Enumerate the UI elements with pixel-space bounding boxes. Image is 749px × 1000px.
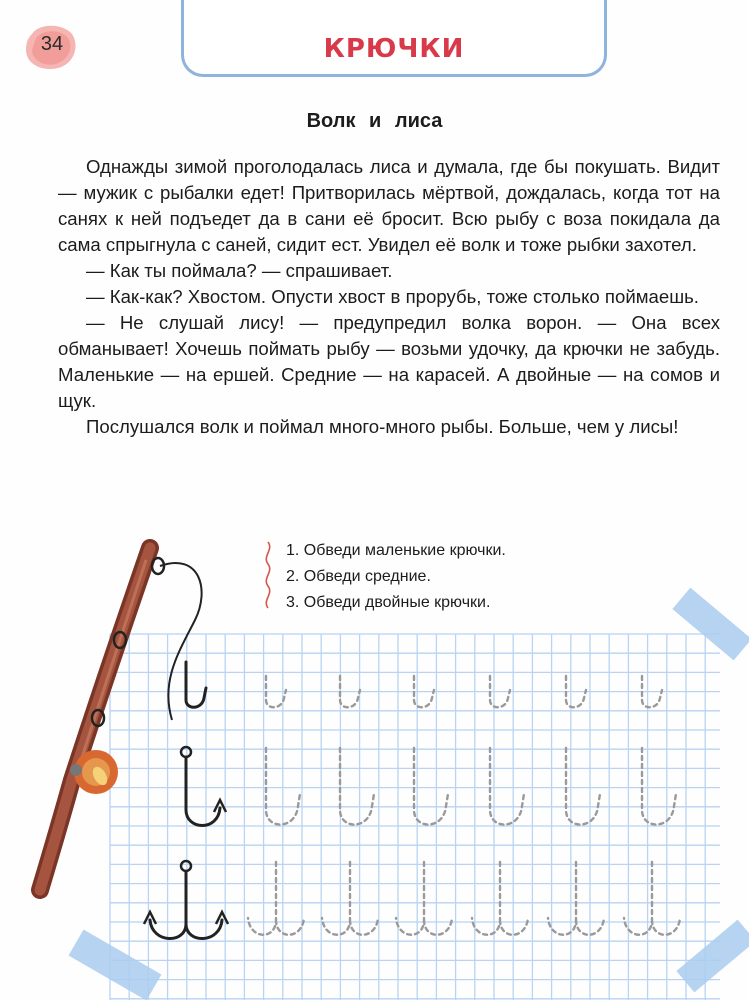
- task-item: 2. Обведи средние.: [286, 568, 431, 585]
- trace-double-hook: [248, 862, 304, 935]
- trace-medium-hook: [414, 748, 448, 825]
- chapter-title: КРЮЧКИ: [323, 34, 465, 64]
- task-item: 3. Обведи двойные крючки.: [286, 594, 491, 611]
- task-item: 1. Обведи маленькие крючки.: [286, 542, 506, 559]
- example-small-hook: [186, 662, 206, 707]
- trace-double-hook: [322, 862, 378, 935]
- example-medium-hook: [181, 747, 226, 826]
- story-paragraph: Однажды зимой проголодалась лиса и думала, где бы покушать. Видит — мужик с рыбалки едет! Притворилась мёртвой, дождалась, когда тот на санях к ней подъедет да в сани её бросит. Всю рыбу с воза покидала да сама спрыгнула с саней, сидит ест. Увидел её волк и тоже рыбки захотел.: [58, 156, 720, 255]
- trace-double-hook: [396, 862, 452, 935]
- story-paragraph: Послушался волк и поймал много-много рыбы. Больше, чем у лисы!: [86, 416, 679, 437]
- tape-bottom-right: [676, 920, 749, 993]
- story-paragraph: — Как ты поймала? — спрашивает.: [86, 260, 393, 281]
- trace-double-hook: [472, 862, 528, 935]
- story-title: Волк и лиса: [306, 110, 443, 132]
- trace-medium-hook: [490, 748, 524, 825]
- tape-top-right: [672, 588, 749, 661]
- story-paragraph: — Как-как? Хвостом. Опусти хвост в прорубь, тоже столько поймаешь.: [86, 286, 699, 307]
- fishing-rod-illustration: [40, 548, 202, 890]
- trace-double-hook: [624, 862, 680, 935]
- trace-hooks: [248, 676, 680, 935]
- trace-medium-hook: [340, 748, 374, 825]
- page-number: 34: [40, 33, 64, 55]
- trace-double-hook: [548, 862, 604, 935]
- example-double-hook: [144, 861, 228, 939]
- tape-bottom-left: [69, 930, 162, 1000]
- story-paragraph: — Не слушай лису! — предупредил волка ворон. — Она всех обманывает! Хочешь поймать рыбу — возьми удочку, да крючки не забудь. Маленькие — на ершей. Средние — на карасей. А двойные — на сомов и щук.: [58, 312, 720, 411]
